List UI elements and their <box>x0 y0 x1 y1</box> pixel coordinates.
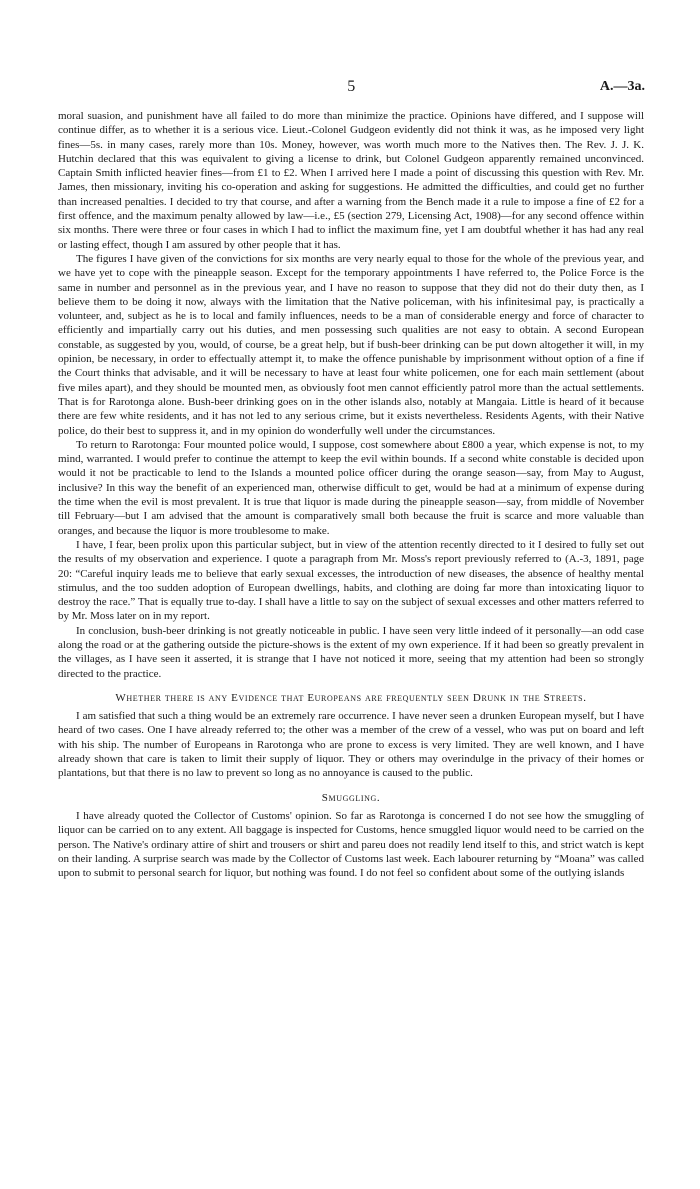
section-heading-drunk: Whether there is any Evidence that Europeans are frequently seen Drunk in the Streets. <box>115 691 587 704</box>
section-paragraph-smuggling: I have already quoted the Collector of Customs' opinion. So far as Rarotonga is concerned I do not see how the smuggling of liquor can be carried on to any extent. All baggage is inspected for Customs, hence smuggled liquor would need to be carried on the person. The Native's ordinary attire of shirt and trousers or shirt and pareu does not readily lend itself to this, and strict watch is kept on their landing. A surprise search was made by the Collector of Customs last week. Each labourer returning by “Moana” was called upon to submit to personal search for liquor, but nothing was found. I do not feel so confident about some of the outlying islands <box>58 809 644 880</box>
paragraph: The figures I have given of the convictions for six months are very nearly equal to those for the whole of the previous year, and we have yet to cope with the pineapple season. Except for the temporary appointments I have referred to, the Police Force is the same in number and personnel as in the previous year, and I have no reason to suppose that they did not do their duty then, as I believe them to be doing it now, always with the limitation that the Native policeman, with his infinitesimal pay, is practically a volunteer, and, subject as he is to local and family influences, needs to be a man of considerable energy and force of character to efficiently and impartially carry out his duties, and men possessing such qualities are not easy to obtain. A second European constable, as suggested by you, would, of course, be a great help, but if bush-beer drinking can be put down altogether it will, in my opinion, be necessary, in order to effectually attempt it, to make the offence punishable by imprisonment without option of a fine if the Court thinks that advisable, and it will be necessary to have at least four white policemen, one for each main settlement (about five miles apart), and they should be mounted men, as obviously foot men cannot efficiently patrol more than the actual settlements. That is for Rarotonga alone. Bush-beer drinking goes on in the other islands also, notably at Mangaia. Little is heard of it because there are few white residents, and it has not led to any serious crime, but it exists nevertheless. Residents Agents, with their Native police, do their best to suppress it, and in my opinion do wonderfully well under the circumstances. <box>58 252 644 437</box>
paragraph: moral suasion, and punishment have all failed to do more than minimize the practice. Opinions have differed, and I suppose will continue differ, as to whether it is a serious vice. Lieut.-Colonel Gudgeon evidently did not think it was, as he imposed very light fines—5s. in many cases, rarely more than 10s. Money, however, was worth much more to the Natives then. The Rev. J. J. K. Hutchin declared that this was equivalent to giving a license to drink, but Colonel Gudgeon apparently remained unconvinced. Captain Smith inflicted heavier fines—from £1 to £2. When I arrived here I made a point of discussing this question with Rev. Mr. James, then missionary, inviting his co-operation and asking for suggestions. He admitted the difficulties, and could get no further than increased penalties. I decided to try that course, and after a warning from the Bench made it a rule to impose a fine of £2 for a first offence, and the maximum penalty allowed by law—i.e., £5 (section 279, Licensing Act, 1908)—for any second offence within six months. There were three or four cases in which I had to inflict the maximum fine, yet I am doubtful whether it has had any real or lasting effect, though I am assured by other people that it has. <box>58 110 644 251</box>
page-number: 5 <box>347 78 356 95</box>
document-body <box>58 109 644 880</box>
paragraph: To return to Rarotonga: Four mounted police would, I suppose, cost somewhere about £800 a year, which expense is not, to my mind, warranted. I would prefer to continue the attempt to keep the evil within bounds. If a second white constable is decided upon would it not be practicable to lend to the Islands a mounted police officer during the orange season—say, from May to August, inclusive? In this way the benefit of an experienced man, otherwise difficult to get, would be had at a minimum of expense during the time when the evil is most prevalent. It is true that liquor is made during the pineapple season—say, from middle of November till February—but I am advised that the amount is comparatively small both because the fruit is scarce and more valuable than oranges, and because the liquor is more troublesome to make. <box>58 438 644 537</box>
paragraph: In conclusion, bush-beer drinking is not greatly noticeable in public. I have seen very little indeed of it personally—an odd case along the road or at the gathering outside the picture-shows is the extent of my own experience. If it had been so greatly prevalent in the villages, as I have seen it asserted, it is strange that I have not noticed it more, seeing that my attention had been so strongly directed to the practice. <box>58 624 644 680</box>
paragraph: I have, I fear, been prolix upon this particular subject, but in view of the attention recently directed to it I desired to fully set out the results of my observation and experience. I quote a paragraph from Mr. Moss's report previously referred to (A.-3, 1891, page 20: “Careful inquiry leads me to believe that early sexual excesses, the introduction of new diseases, the absence of healthy mental stimulus, and the too sudden adoption of European dwellings, habits, and clothing are doing far more than intoxicating liquor to destroy the race.” That is equally true to-day. I shall have a little to say on the subject of sexual excesses and other matters referred to by Mr. Moss later on in my report. <box>58 538 644 623</box>
section-heading-smuggling: Smuggling. <box>321 791 381 804</box>
section-paragraph-drunk: I am satisfied that such a thing would be an extremely rare occurrence. I have never seen a drunken European myself, but I have heard of two cases. One I have already referred to; the other was a member of the crew of a vessel, who was put on board and left with his ship. The number of Europeans in Rarotonga who are prone to excess is very limited. They are well known, and I have already shown that care is taken to limit their supply of liquor. They or others may overindulge in the privacy of their homes or plantations, but that there is no law to prevent so long as no annoyance is caused to the public. <box>58 710 644 780</box>
document-reference: A.—3a. <box>599 79 645 94</box>
page-header <box>58 80 645 100</box>
